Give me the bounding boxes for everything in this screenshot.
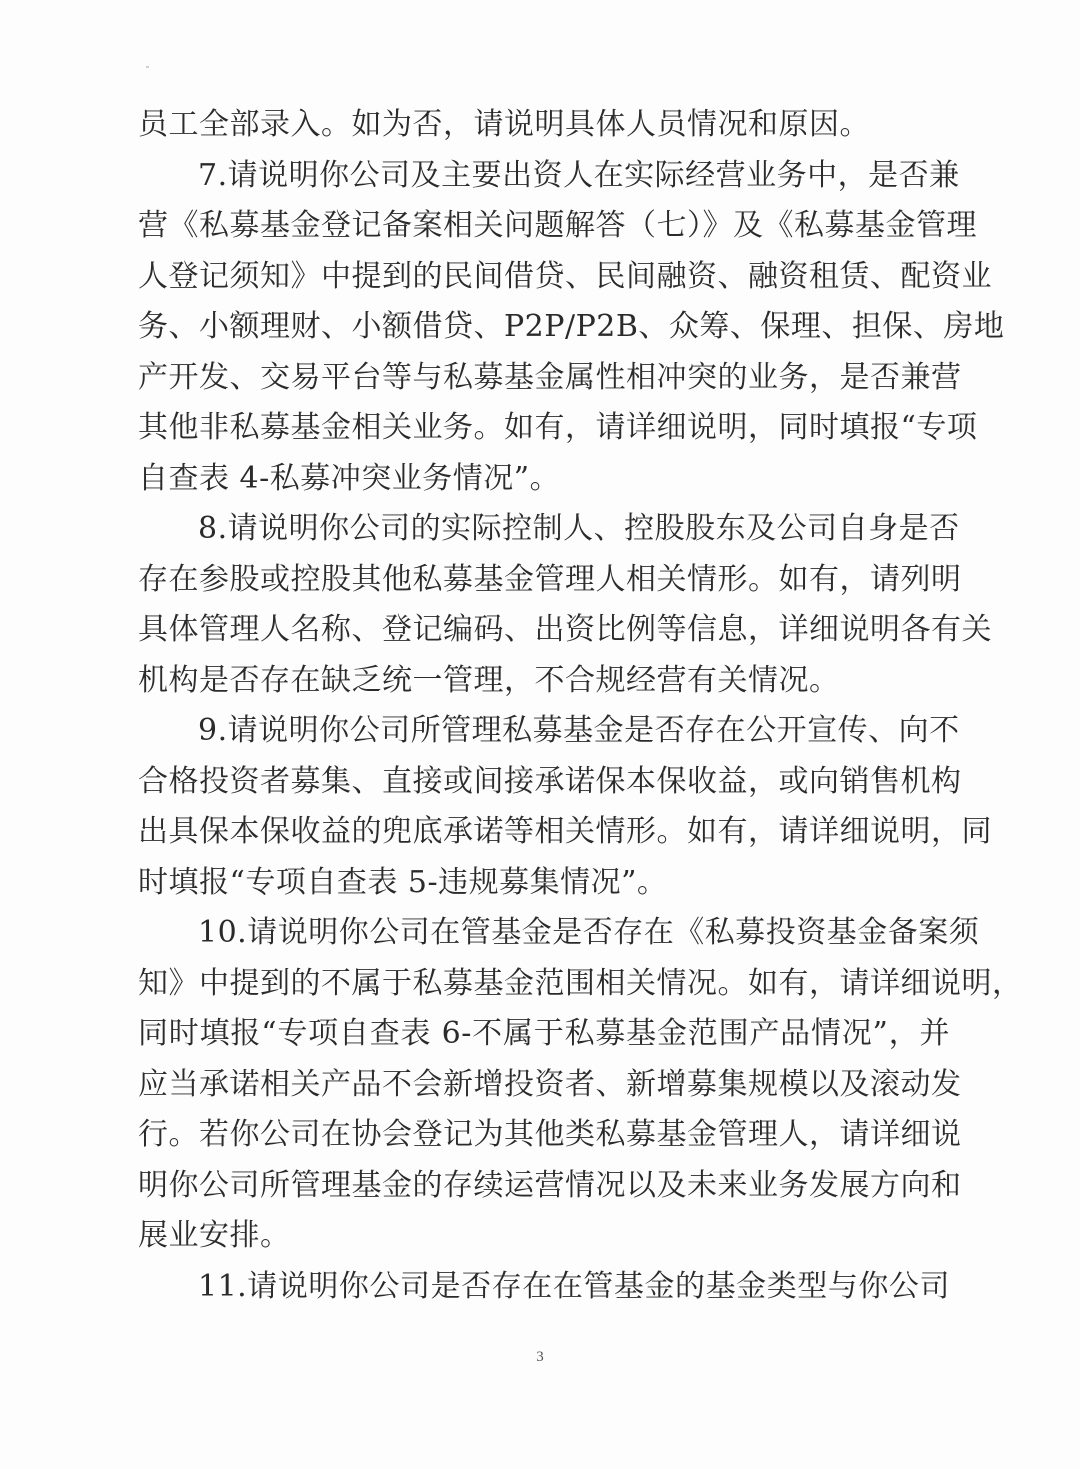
text-line: 时填报“专项自查表 5-违规募集情况”。: [138, 864, 668, 900]
text-line: 明你公司所管理基金的存续运营情况以及未来业务发展方向和: [138, 1167, 962, 1203]
text-line: 人登记须知》中提到的民间借贷、民间融资、融资租赁、配资业: [138, 258, 992, 294]
text-line: 产开发、交易平台等与私募基金属性相冲突的业务，是否兼营: [138, 359, 962, 395]
text-line: 自查表 4-私募冲突业务情况”。: [138, 460, 561, 496]
text-line: 务、小额理财、小额借贷、P2P/P2B、众筹、保理、担保、房地: [138, 309, 1005, 344]
text-line: 同时填报“专项自查表 6-不属于私募基金范围产品情况”，并: [138, 1016, 950, 1051]
text-line: 应当承诺相关产品不会新增投资者、新增募集规模以及滚动发: [138, 1066, 962, 1102]
text-line: 具体管理人名称、登记编码、出资比例等信息，详细说明各有关: [138, 612, 992, 647]
scan-speck: [146, 66, 149, 68]
text-line: 出具保本保收益的兜底承诺等相关情形。如有，请详细说明，同: [138, 814, 992, 849]
text-line: 合格投资者募集、直接或间接承诺保本保收益，或向销售机构: [138, 763, 962, 799]
text-line: 行。若你公司在协会登记为其他类私募基金管理人，请详细说: [138, 1117, 962, 1152]
text-line: 知》中提到的不属于私募基金范围相关情况。如有，请详细说明，: [138, 965, 1023, 1001]
text-line: 7.请说明你公司及主要出资人在实际经营业务中，是否兼: [198, 157, 960, 193]
text-line: 11.请说明你公司是否存在在管基金的基金类型与你公司: [198, 1268, 950, 1304]
text-line: 员工全部录入。如为否，请说明具体人员情况和原因。: [138, 107, 870, 142]
text-line: 机构是否存在缺乏统一管理，不合规经营有关情况。: [138, 662, 840, 698]
document-body: [138, 100, 1023, 1312]
text-line: 展业安排。: [138, 1218, 291, 1253]
text-line: 其他非私募基金相关业务。如有，请详细说明，同时填报“专项: [138, 410, 978, 445]
text-line: 营《私募基金登记备案相关问题解答（七）》及《私募基金管理: [138, 208, 977, 243]
text-line: 9.请说明你公司所管理私募基金是否存在公开宣传、向不: [198, 713, 960, 748]
page-number: 3: [536, 1349, 544, 1365]
text-line: 存在参股或控股其他私募基金管理人相关情形。如有，请列明: [138, 561, 962, 597]
text-line: 8.请说明你公司的实际控制人、控股股东及公司自身是否: [198, 511, 960, 546]
text-line: 10.请说明你公司在管基金是否存在《私募投资基金备案须: [198, 915, 980, 950]
